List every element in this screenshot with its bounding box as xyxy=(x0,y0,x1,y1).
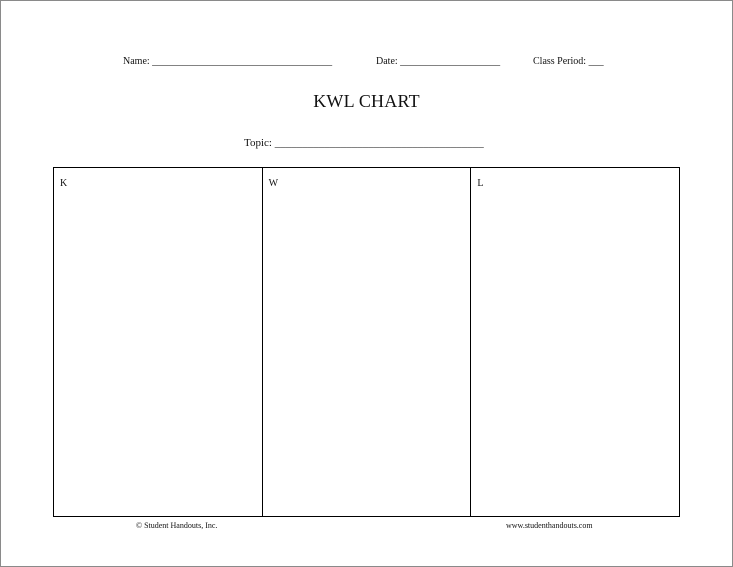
k-column xyxy=(54,168,263,516)
l-column-letter: L xyxy=(477,178,484,189)
topic-label: Topic: xyxy=(244,137,272,149)
name-field xyxy=(123,56,332,67)
name-blank: ____________________________________ xyxy=(152,56,333,67)
l-column xyxy=(471,168,679,516)
class-period-label: Class Period: xyxy=(533,56,587,67)
class-period-blank: ___ xyxy=(588,56,604,67)
topic-field xyxy=(244,137,484,149)
copyright-text: © Student Handouts, Inc. xyxy=(136,521,218,530)
page-title: KWL CHART xyxy=(313,91,420,111)
website-text: www.studenthandouts.com xyxy=(506,521,593,530)
date-blank: ____________________ xyxy=(400,56,501,67)
name-label: Name: xyxy=(123,56,150,67)
k-column-letter: K xyxy=(60,178,68,189)
kwl-table xyxy=(53,167,680,517)
class-period-field xyxy=(533,56,604,67)
date-field xyxy=(376,56,500,67)
topic-blank: ______________________________________ xyxy=(274,137,484,149)
w-column-letter: W xyxy=(268,178,279,189)
w-column xyxy=(263,168,472,516)
date-label: Date: xyxy=(376,56,398,67)
